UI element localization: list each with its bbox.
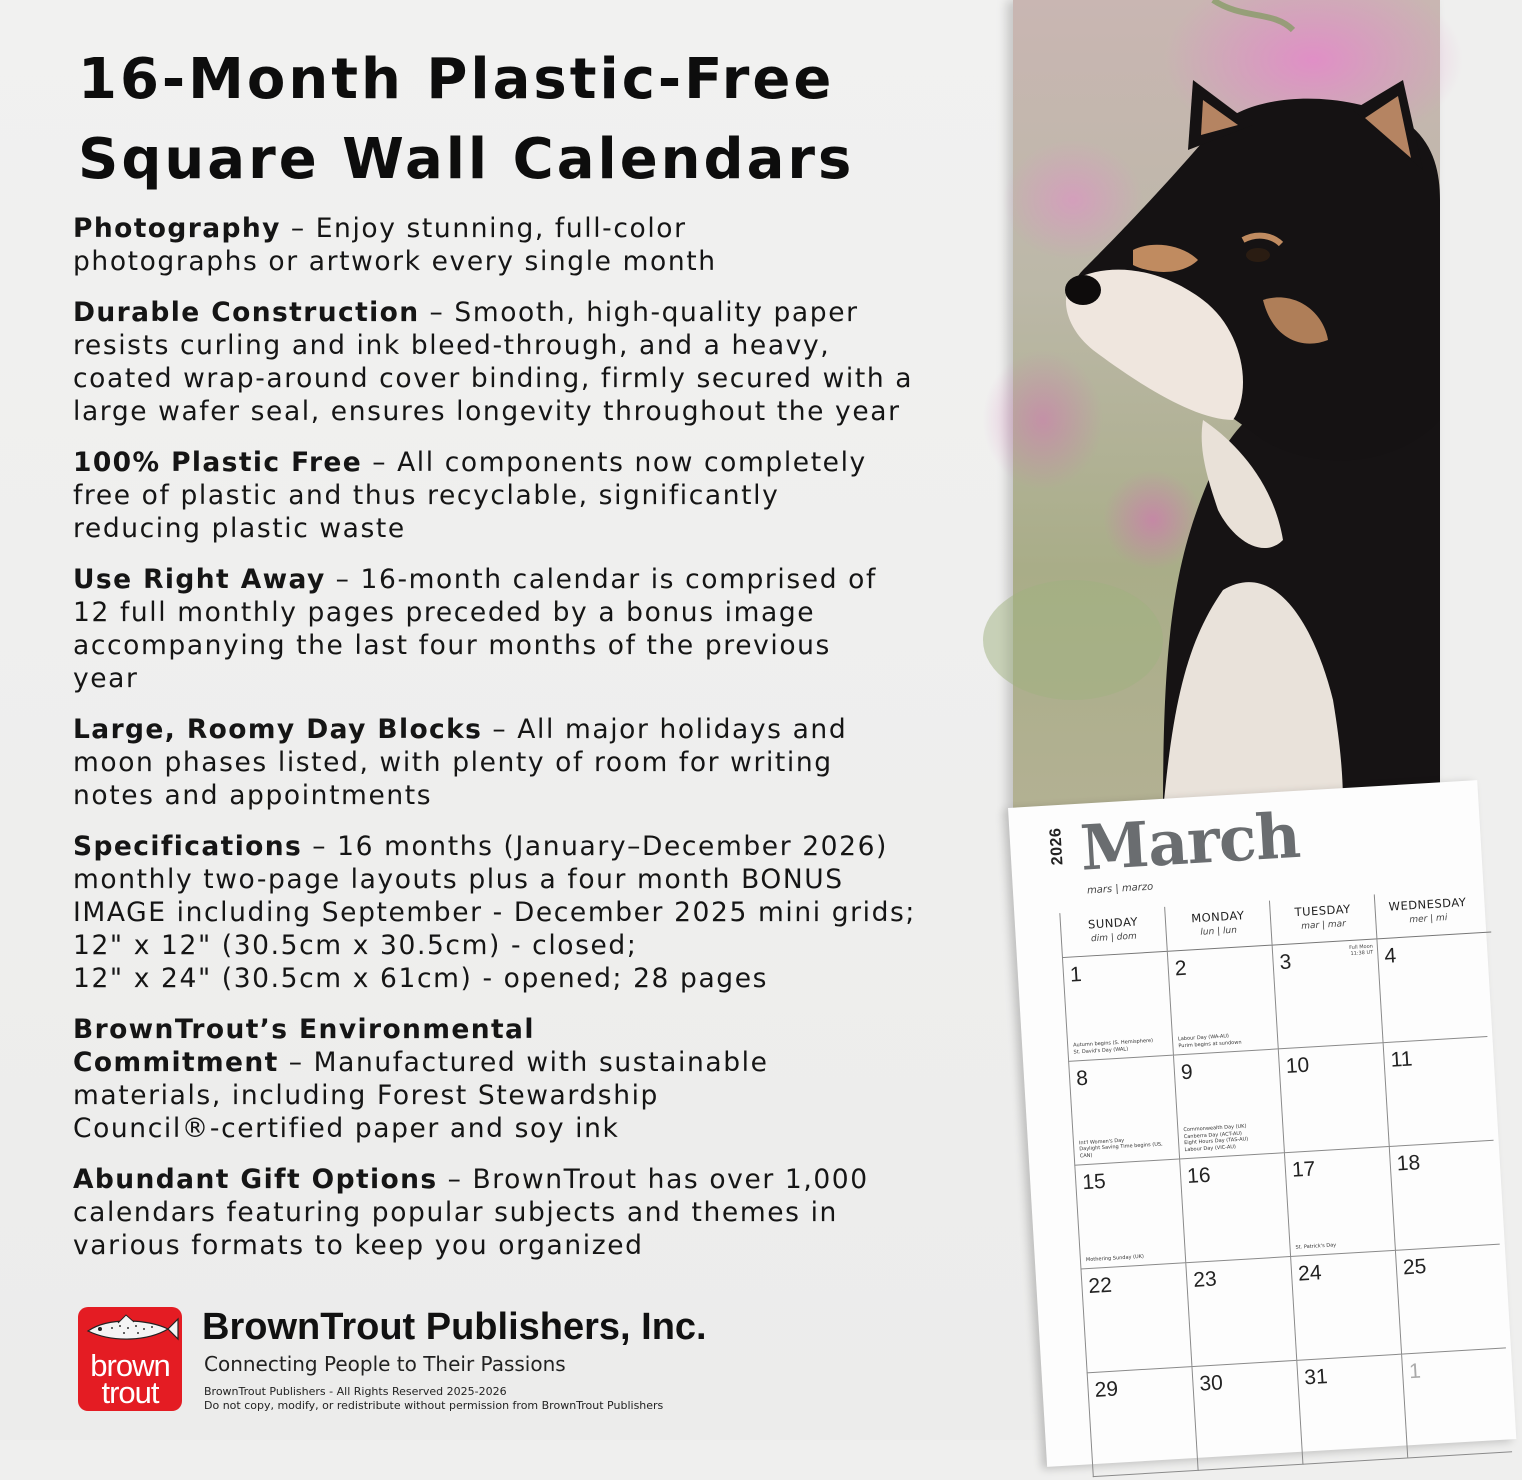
- calendar-month-translations: mars | marzo: [1086, 881, 1154, 897]
- weekday-header: [1059, 907, 1166, 957]
- feature-term: Commitment: [73, 1047, 279, 1078]
- day-number: 31: [1303, 1365, 1329, 1390]
- publisher-name: BrownTrout Publishers, Inc.: [202, 1306, 707, 1348]
- product-copy: [73, 40, 1003, 1280]
- day-cell: [1272, 939, 1383, 1049]
- feature-line: resists curling and ink bleed-through, and a heavy,: [73, 330, 831, 361]
- weekday-name: TUESDAY: [1294, 901, 1352, 920]
- day-cell: [1376, 933, 1487, 1043]
- feature-term: Large, Roomy Day Blocks: [73, 714, 483, 745]
- feature-line: accompanying the last four months of the previous: [73, 630, 831, 661]
- feature-term: Abundant Gift Options: [73, 1164, 438, 1195]
- day-number: 16: [1186, 1163, 1212, 1189]
- day-cell: [1167, 946, 1278, 1056]
- day-number: 25: [1402, 1255, 1427, 1280]
- feature-description: – All components now completely: [372, 447, 867, 478]
- calendar-sheet: [1008, 780, 1516, 1467]
- publisher-tagline: Connecting People to Their Passions: [204, 1352, 566, 1376]
- shiba-inu-image: [1013, 0, 1440, 812]
- weekday-name: MONDAY: [1190, 908, 1245, 926]
- feature-line: calendars featuring popular subjects and themes in: [73, 1197, 838, 1228]
- feature-description: – 16-month calendar is comprised of: [335, 564, 877, 595]
- headline: [78, 40, 1003, 200]
- feature-line: 12 full monthly pages preceded by a bonus image: [73, 597, 816, 628]
- feature-term: Use Right Away: [73, 564, 326, 595]
- day-cell: [1401, 1348, 1512, 1458]
- day-cell: [1173, 1049, 1284, 1159]
- feature-line: reducing plastic waste: [73, 513, 406, 544]
- day-cell: [1278, 1043, 1389, 1153]
- day-cell: [1185, 1257, 1296, 1367]
- day-cell: [1179, 1153, 1290, 1263]
- feature-line: [73, 713, 1003, 746]
- feature-line: free of plastic and thus recyclable, significantly: [73, 480, 780, 511]
- feature-item: [73, 830, 1003, 995]
- feature-line: notes and appointments: [73, 780, 433, 811]
- day-cell: [1296, 1355, 1407, 1465]
- feature-line: large wafer seal, ensures longevity throughout the year: [73, 396, 901, 427]
- day-cell: [1284, 1147, 1395, 1257]
- feature-item: [73, 296, 1003, 428]
- feature-line: [73, 830, 1003, 863]
- weekday-name: SUNDAY: [1087, 914, 1139, 932]
- feature-term: Specifications: [73, 831, 303, 862]
- copyright-line-1: BrownTrout Publishers - All Rights Reserved 2025-2026: [204, 1385, 507, 1398]
- copyright-notice: [204, 1385, 663, 1413]
- day-number: 22: [1087, 1273, 1113, 1299]
- feature-line: various formats to keep you organized: [73, 1230, 644, 1261]
- copyright-line-2: Do not copy, modify, or redistribute without permission from BrownTrout Publishers: [204, 1399, 664, 1412]
- feature-item: [73, 1163, 1003, 1262]
- logo-word-brown: brown: [90, 1348, 170, 1383]
- publisher-brand: [78, 1305, 838, 1415]
- weekday-header: [1269, 894, 1376, 944]
- feature-term: Durable Construction: [73, 297, 420, 328]
- holiday-note: Commonwealth Day (UK) Canberra Day (ACT-AU) Eight Hours Day (TAS-AU) Labour Day (VIC-AU): [1183, 1123, 1249, 1153]
- day-cell: [1389, 1141, 1500, 1251]
- holiday-note: Autumn begins (S. Hemisphere) St. David's Day (WAL): [1073, 1037, 1154, 1056]
- day-cell: [1074, 1159, 1185, 1269]
- feature-description: – Smooth, high-quality paper: [429, 297, 859, 328]
- feature-line: photographs or artwork every single month: [73, 246, 717, 277]
- feature-line: coated wrap-around cover binding, firmly secured with a: [73, 363, 914, 394]
- logo-word-trout: trout: [101, 1375, 159, 1410]
- feature-description: – Enjoy stunning, full-color: [290, 213, 687, 244]
- day-cell: [1191, 1361, 1302, 1471]
- day-cell: [1080, 1263, 1191, 1373]
- day-number: 10: [1285, 1053, 1310, 1078]
- weekday-header: [1374, 888, 1481, 938]
- headline-line-2: Square Wall Calendars: [78, 127, 855, 192]
- feature-line: [73, 212, 1003, 245]
- feature-item: [73, 713, 1003, 812]
- weekday-alt-name: lun | lun: [1200, 925, 1238, 938]
- holiday-note: Mothering Sunday (UK): [1085, 1253, 1145, 1263]
- day-number: 2: [1174, 956, 1188, 981]
- feature-line: Council®-certified paper and soy ink: [73, 1113, 620, 1144]
- day-number: 30: [1198, 1371, 1224, 1396]
- feature-item: [73, 212, 1003, 278]
- weekday-name: WEDNESDAY: [1388, 894, 1467, 914]
- feature-line: 12" x 24" (30.5cm x 61cm) - opened; 28 pages: [73, 963, 769, 994]
- feature-line: [73, 563, 1003, 596]
- weekday-header: [1164, 901, 1271, 951]
- feature-line: monthly two-page layouts plus a four month BONUS: [73, 864, 844, 895]
- feature-line: moon phases listed, with plenty of room for writing: [73, 747, 833, 778]
- feature-item: [73, 563, 1003, 695]
- day-cell: [1383, 1037, 1494, 1147]
- holiday-note: Labour Day (WA-AU) Purim begins at sundown: [1177, 1033, 1242, 1049]
- feature-list: [73, 212, 1003, 1262]
- feature-description: – BrownTrout has over 1,000: [447, 1164, 869, 1195]
- feature-term: 100% Plastic Free: [73, 447, 363, 478]
- day-number: 3: [1278, 950, 1292, 975]
- day-number: 11: [1389, 1047, 1414, 1072]
- weekday-alt-name: mer | mi: [1409, 913, 1448, 926]
- calendar-year: 2026: [1047, 827, 1067, 866]
- day-cell: [1062, 952, 1173, 1062]
- day-number: 17: [1291, 1157, 1316, 1182]
- feature-term: Photography: [73, 213, 281, 244]
- feature-item: [73, 446, 1003, 545]
- dog-photo: [1013, 0, 1440, 812]
- day-cell: [1395, 1245, 1506, 1355]
- feature-line: [73, 446, 1003, 479]
- day-number: 1: [1408, 1359, 1422, 1384]
- day-number: 1: [1069, 962, 1083, 987]
- day-cell: [1068, 1056, 1179, 1166]
- weekday-alt-name: mar | mar: [1300, 919, 1347, 932]
- day-number: 18: [1396, 1151, 1421, 1176]
- day-number: 8: [1075, 1066, 1089, 1091]
- day-number: 29: [1094, 1377, 1119, 1402]
- day-cell: [1290, 1251, 1401, 1361]
- day-number: 24: [1297, 1261, 1323, 1286]
- feature-line: IMAGE including September - December 2025 mini grids;: [73, 897, 916, 928]
- feature-item: [73, 1013, 1003, 1145]
- feature-line: [73, 1163, 1003, 1196]
- feature-description: – Manufactured with sustainable: [288, 1047, 769, 1078]
- calendar-grid: [1062, 932, 1522, 1477]
- day-cell: [1087, 1367, 1198, 1477]
- moon-phase-note: Full Moon 11:38 UT: [1348, 943, 1374, 957]
- day-number: 9: [1180, 1060, 1194, 1085]
- feature-term: BrownTrout’s Environmental: [73, 1014, 535, 1045]
- feature-description: – All major holidays and: [492, 714, 848, 745]
- holiday-note: St. Patrick's Day: [1295, 1241, 1337, 1251]
- feature-line: 12" x 12" (30.5cm x 30.5cm) - closed;: [73, 930, 638, 961]
- feature-description: – 16 months (January–December 2026): [312, 831, 888, 862]
- calendar-page: [1008, 780, 1516, 1467]
- feature-line: [73, 1046, 1003, 1079]
- browntrout-logo: [78, 1307, 182, 1411]
- holiday-note: Int'l Women's Day Daylight Saving Time begins (US, CAN): [1078, 1137, 1163, 1159]
- feature-line: [73, 296, 1003, 329]
- feature-line: materials, including Forest Stewardship: [73, 1080, 659, 1111]
- feature-line: year: [73, 663, 139, 694]
- calendar-month: March: [1078, 798, 1302, 885]
- day-number: 15: [1081, 1169, 1107, 1195]
- weekday-alt-name: dim | dom: [1090, 931, 1138, 945]
- day-number: 23: [1192, 1267, 1218, 1292]
- headline-line-1: 16-Month Plastic-Free: [78, 47, 835, 112]
- day-number: 4: [1383, 944, 1397, 968]
